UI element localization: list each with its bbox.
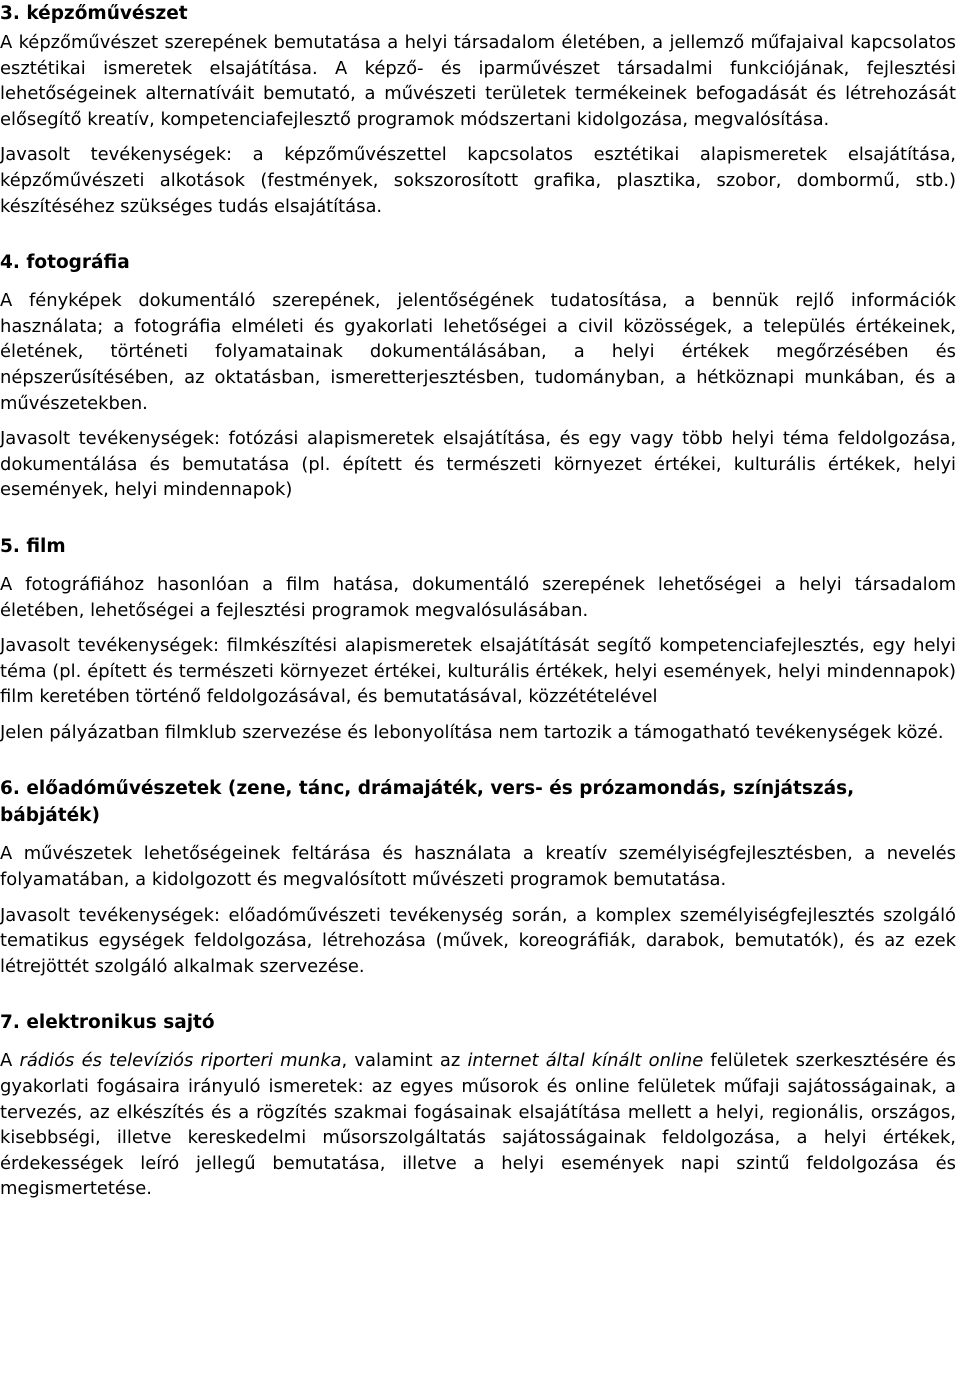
italic-text-run: internet által kínált online [467,1050,704,1072]
section-paragraph-rich [0,1048,956,1202]
section-heading: 4. fotográfia [0,252,130,274]
section-fotografia [0,249,956,503]
section-eloadomuveszetek [0,775,956,979]
text-run: felületek szerkesztésére és gyakorlati fogásaira irányuló ismeretek: az egyes műsorok és online felületek műfaji sajátosságainak, a tervezés, az elkészítés és a rögzítés szakmai fogásainak elsajátítása mellett a helyi, regionális, országos, kisebbségi, illetve kereskedelmi műsorszolgáltatás sajátosságainak feldolgozása, a helyi értékek, érdekességek leíró jellegű bemutatása, illetve a helyi események napi szintű feldolgozása és megismertetése. [0,1050,956,1200]
section-heading: 7. elektronikus sajtó [0,1012,215,1034]
section-heading: 3. képzőművészet [0,3,188,24]
section-heading: 5. film [0,535,66,557]
section-paragraph: A fényképek dokumentáló szerepének, jelentőségének tudatosítása, a bennük rejlő információk használata; a fotográfia elméleti és gyakorlati lehetőségei a civil közösségek, a település értékeinek, életének, történeti folyamatainak dokumentálásában, a helyi értékek megőrzésében és népszerűsítésében, az oktatásban, ismeretterjesztésben, tudományban, a hétköznapi munkában, és a művészetekben. [0,290,956,414]
section-paragraph: A művészetek lehetőségeinek feltárása és használata a kreatív személyiségfejlesztésben, a nevelés folyamatában, a kidolgozott és megvalósított művészeti programok bemutatása. [0,843,956,891]
section-paragraph: Javasolt tevékenységek: fotózási alapismeretek elsajátítása, és egy vagy több helyi téma feldolgozása, dokumentálása és bemutatása (pl. épített és természeti környezet értékei, kulturális értékek, helyi események, helyi mindennapok) [0,428,956,501]
section-paragraph: A képzőművészet szerepének bemutatása a helyi társadalom életében, a jellemző műfajaival kapcsolatos esztétikai ismeretek elsajátítása. A képző- és iparművészet társadalmi funkciójának, fejlesztési lehetőségeinek alternatíváit bemutató, a művészeti területek termékeinek befogadását és létrehozását elősegítő kreatív, kompetenciafejlesztő programok módszertani kidolgozása, megvalósítása. [0,32,956,130]
italic-text-run: rádiós és televíziós riporteri munka [19,1050,342,1072]
section-film [0,533,956,746]
section-paragraph: Javasolt tevékenységek: filmkészítési alapismeretek elsajátítását segítő kompetenciafejlesztés, egy helyi téma (pl. épített és természeti környezet értékei, kulturális értékek, helyi események, helyi mindennapok) film keretében történő feldolgozásával, és bemutatásával, közzétételével [0,635,956,708]
section-paragraph: Javasolt tevékenységek: előadóművészeti tevékenység során, a komplex személyiségfejlesztés szolgáló tematikus egységek feldolgozása, létrehozása (művek, koreográfiák, darabok, bemutatók), és az ezek létrejöttét szolgáló alkalmak szervezése. [0,904,956,977]
text-run: A [0,1050,20,1072]
section-paragraph: Javasolt tevékenységek: a képzőművészettel kapcsolatos esztétikai alapismeretek elsajátítása, képzőművészeti alkotások (festmények, sokszorosított grafika, plasztika, szobor, dombormű, stb.) készítéséhez szükséges tudás elsajátítása. [0,144,956,217]
section-paragraph: A fotográfiához hasonlóan a film hatása, dokumentáló szerepének lehetőségei a helyi társadalom életében, lehetőségei a fejlesztési programok megvalósulásában. [0,573,956,621]
section-kepzomuveszet [0,0,956,219]
section-elektronikus-sajto [0,1009,956,1202]
section-paragraph: Jelen pályázatban filmklub szervezése és lebonyolítása nem tartozik a támogatható tevékenységek közé. [0,721,944,743]
section-heading: 6. előadóművészetek (zene, tánc, drámajáték, vers- és prózamondás, színjátszás, bábjáték) [0,778,855,827]
text-run: , valamint az [341,1050,468,1072]
